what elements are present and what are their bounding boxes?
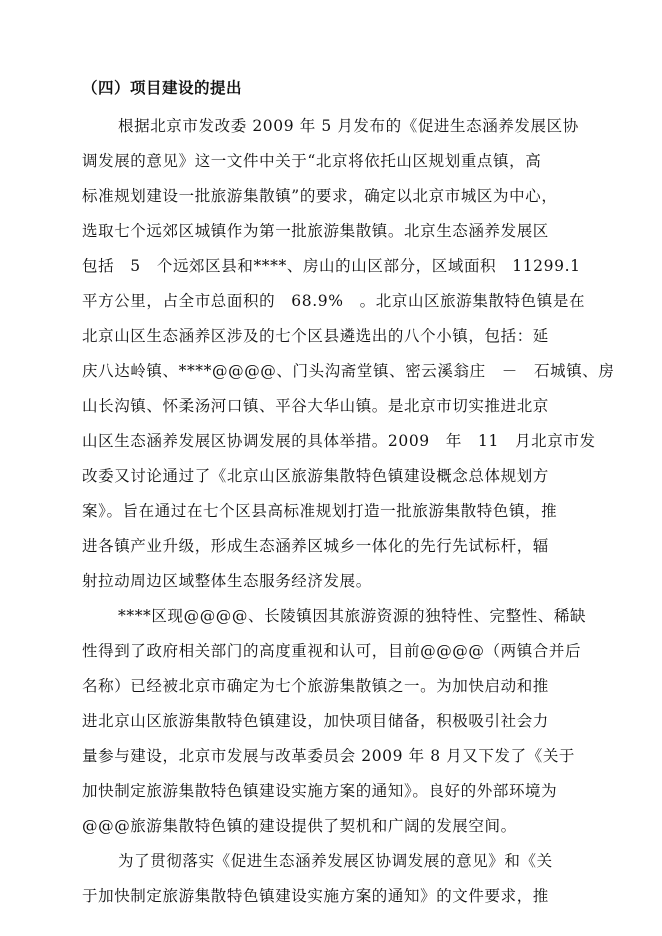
- paragraph-1-line: 山长沟镇、怀柔汤河口镇、平谷大华山镇。是北京市切实推进北京: [82, 397, 549, 415]
- paragraph-2-line: ****区现@@@@、长陵镇因其旅游资源的独特性、完整性、稀缺: [118, 607, 587, 625]
- paragraph-1-line: 平方公里，占全市总面积的 68.9% 。北京山区旅游集散特色镇是在: [82, 292, 586, 310]
- paragraph-2-line: 进北京山区旅游集散特色镇建设，加快项目储备，积极吸引社会力: [82, 712, 549, 730]
- paragraph-1-line: 根据北京市发改委 2009 年 5 月发布的《促进生态涵养发展区协: [118, 117, 579, 135]
- paragraph-1-line: 改委又讨论通过了《北京山区旅游集散特色镇建设概念总体规划方: [82, 467, 549, 485]
- paragraph-1-line: 标准规划建设一批旅游集散镇”的要求，确定以北京市城区为中心，: [82, 187, 558, 205]
- paragraph-1-line: 调发展的意见》这一文件中关于“北京将依托山区规划重点镇，高: [82, 152, 542, 170]
- paragraph-1-line: 选取七个远郊区城镇作为第一批旅游集散镇。北京生态涵养发展区: [82, 222, 549, 240]
- paragraph-2-line: 名称）已经被北京市确定为七个旅游集散镇之一。为加快启动和推: [82, 677, 549, 695]
- section-heading: （四）项目建设的提出: [82, 79, 243, 97]
- paragraph-2-line: 量参与建设，北京市发展与改革委员会 2009 年 8 月又下发了《关于: [82, 747, 576, 765]
- paragraph-1-line: 山区生态涵养发展区协调发展的具体举措。2009 年 11 月北京市发: [82, 432, 596, 450]
- paragraph-3-line: 于加快制定旅游集散特色镇建设实施方案的通知》的文件要求，推: [82, 887, 549, 905]
- paragraph-2-line: @@@旅游集散特色镇的建设提供了契机和广阔的发展空间。: [82, 817, 517, 835]
- paragraph-2-line: 性得到了政府相关部门的高度重视和认可，目前@@@@（两镇合并后: [82, 642, 582, 660]
- paragraph-1-line: 案》。旨在通过在七个区县高标准规划打造一批旅游集散特色镇，推: [82, 502, 558, 520]
- paragraph-2-line: 加快制定旅游集散特色镇建设实施方案的通知》。良好的外部环境为: [82, 782, 558, 800]
- paragraph-3-line: 为了贯彻落实《促进生态涵养发展区协调发展的意见》和《关: [118, 852, 553, 870]
- paragraph-1-line: 包括 5 个远郊区县和****、房山的山区部分，区域面积 11299.1: [82, 257, 581, 275]
- paragraph-1-line: 射拉动周边区域整体生态服务经济发展。: [82, 572, 372, 590]
- paragraph-1-line: 北京山区生态涵养区涉及的七个区县遴选出的八个小镇，包括：延: [82, 327, 549, 345]
- paragraph-1-line: 进各镇产业升级，形成生态涵养区城乡一体化的先行先试标杆，辐: [82, 537, 549, 555]
- paragraph-1-line: 庆八达岭镇、****@@@@、门头沟斋堂镇、密云溪翁庄 － 石城镇、房: [82, 362, 615, 380]
